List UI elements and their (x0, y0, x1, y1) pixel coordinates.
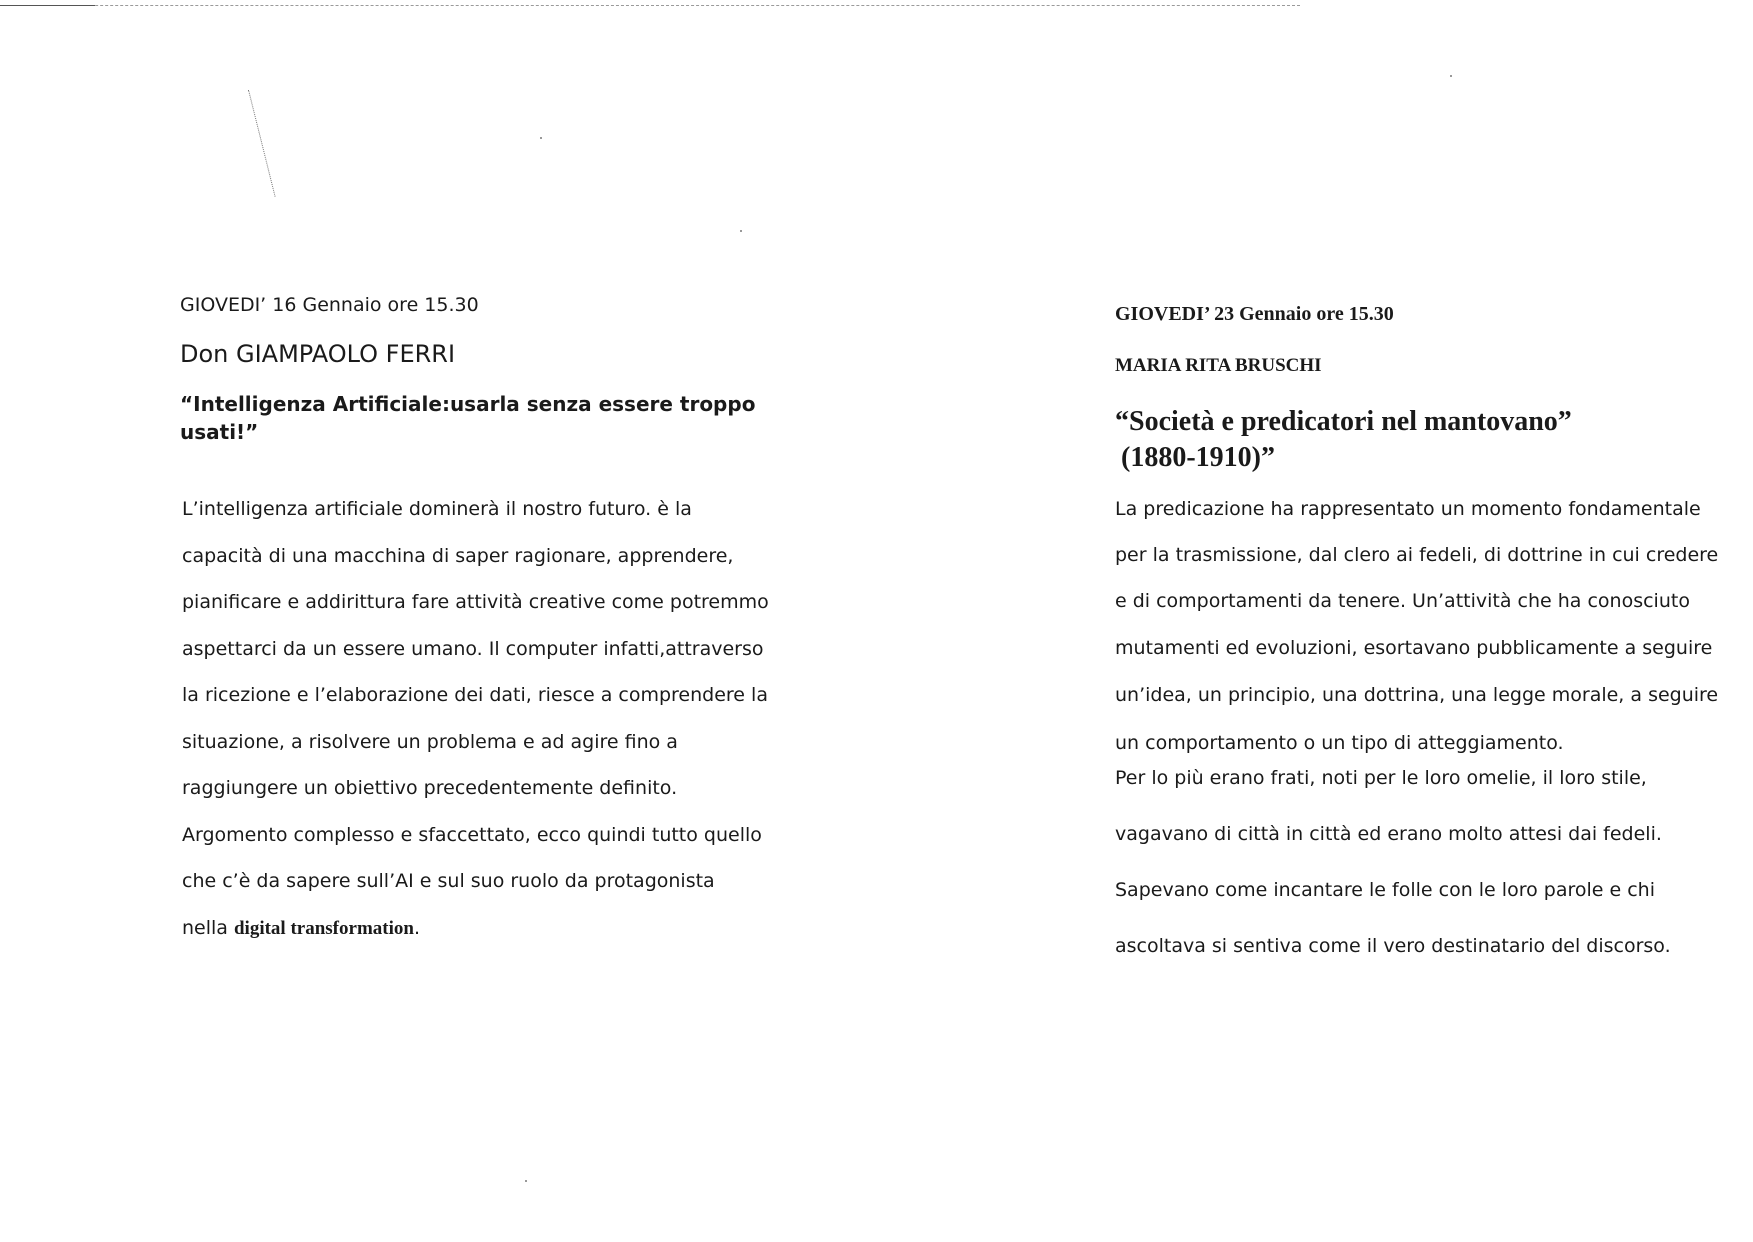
description-line: per la trasmissione, dal clero ai fedeli, di dottrine in cui credere (1115, 544, 1719, 566)
event-title: “Società e predicatori nel mantovano” (1115, 406, 1572, 437)
description-line: un’idea, un principio, una dottrina, una legge morale, a seguire (1115, 684, 1719, 706)
description-line: che c’è da sapere sull’AI e sul suo ruolo da protagonista (182, 870, 715, 892)
description-line: Sapevano come incantare le folle con le loro parole e chi (1115, 879, 1655, 901)
scan-speck (740, 230, 742, 232)
event-description (1115, 496, 1745, 963)
event-speaker: MARIA RITA BRUSCHI (1115, 355, 1322, 376)
description-line: mutamenti ed evoluzioni, esortavano pubblicamente a seguire (1115, 637, 1713, 659)
description-line: capacità di una macchina di saper ragionare, apprendere, (182, 544, 734, 567)
event-left (180, 292, 830, 961)
description-line: ascoltava si sentiva come il vero destinatario del discorso. (1115, 935, 1671, 957)
description-line: e di comportamenti da tenere. Un’attività che ha conosciuto (1115, 590, 1690, 612)
scan-speck (1450, 75, 1452, 77)
last-line-bold: digital transformation (233, 917, 414, 939)
description-line: la ricezione e l’elaborazione dei dati, riesce a comprendere la (182, 684, 768, 706)
description-line: La predicazione ha rappresentato un momento fondamentale (1115, 498, 1701, 520)
event-right (1115, 300, 1745, 963)
scan-edge-line (0, 5, 1300, 6)
description-line: L’intelligenza artificiale dominerà il nostro futuro. è la (182, 498, 692, 520)
last-line-suffix: . (413, 916, 420, 939)
description-line: situazione, a risolvere un problema e ad agire fino a (182, 730, 678, 753)
description-last-line (182, 915, 830, 962)
scan-scratch-mark (248, 90, 277, 197)
description-line: vagavano di città in città ed erano molto attesi dai fedeli. (1115, 823, 1662, 845)
event-speaker: Don GIAMPAOLO FERRI (180, 340, 456, 368)
event-title-years: (1880-1910)” (1121, 442, 1275, 473)
scan-speck (525, 1180, 527, 1182)
description-line: raggiungere un obiettivo precedentemente definito. (182, 777, 678, 799)
event-date: GIOVEDI’ 16 Gennaio ore 15.30 (180, 294, 479, 316)
description-line: un comportamento o un tipo di atteggiamento. (1115, 732, 1564, 754)
scan-speck (540, 137, 542, 139)
event-date: GIOVEDI’ 23 Gennaio ore 15.30 (1115, 303, 1394, 325)
description-line: Argomento complesso e sfaccettato, ecco quindi tutto quello (182, 823, 762, 846)
description-line: aspettarci da un essere umano. Il computer infatti,attraverso (182, 637, 764, 660)
event-description (182, 496, 830, 961)
last-line-prefix: nella (182, 916, 234, 939)
scan-edge-line-solid (0, 5, 95, 6)
event-title: “Intelligenza Artificiale:usarla senza essere troppo usati!” (180, 392, 756, 444)
description-line: pianificare e addirittura fare attività creative come potremmo (182, 591, 769, 613)
description-line: Per lo più erano frati, noti per le loro omelie, il loro stile, (1115, 767, 1647, 789)
